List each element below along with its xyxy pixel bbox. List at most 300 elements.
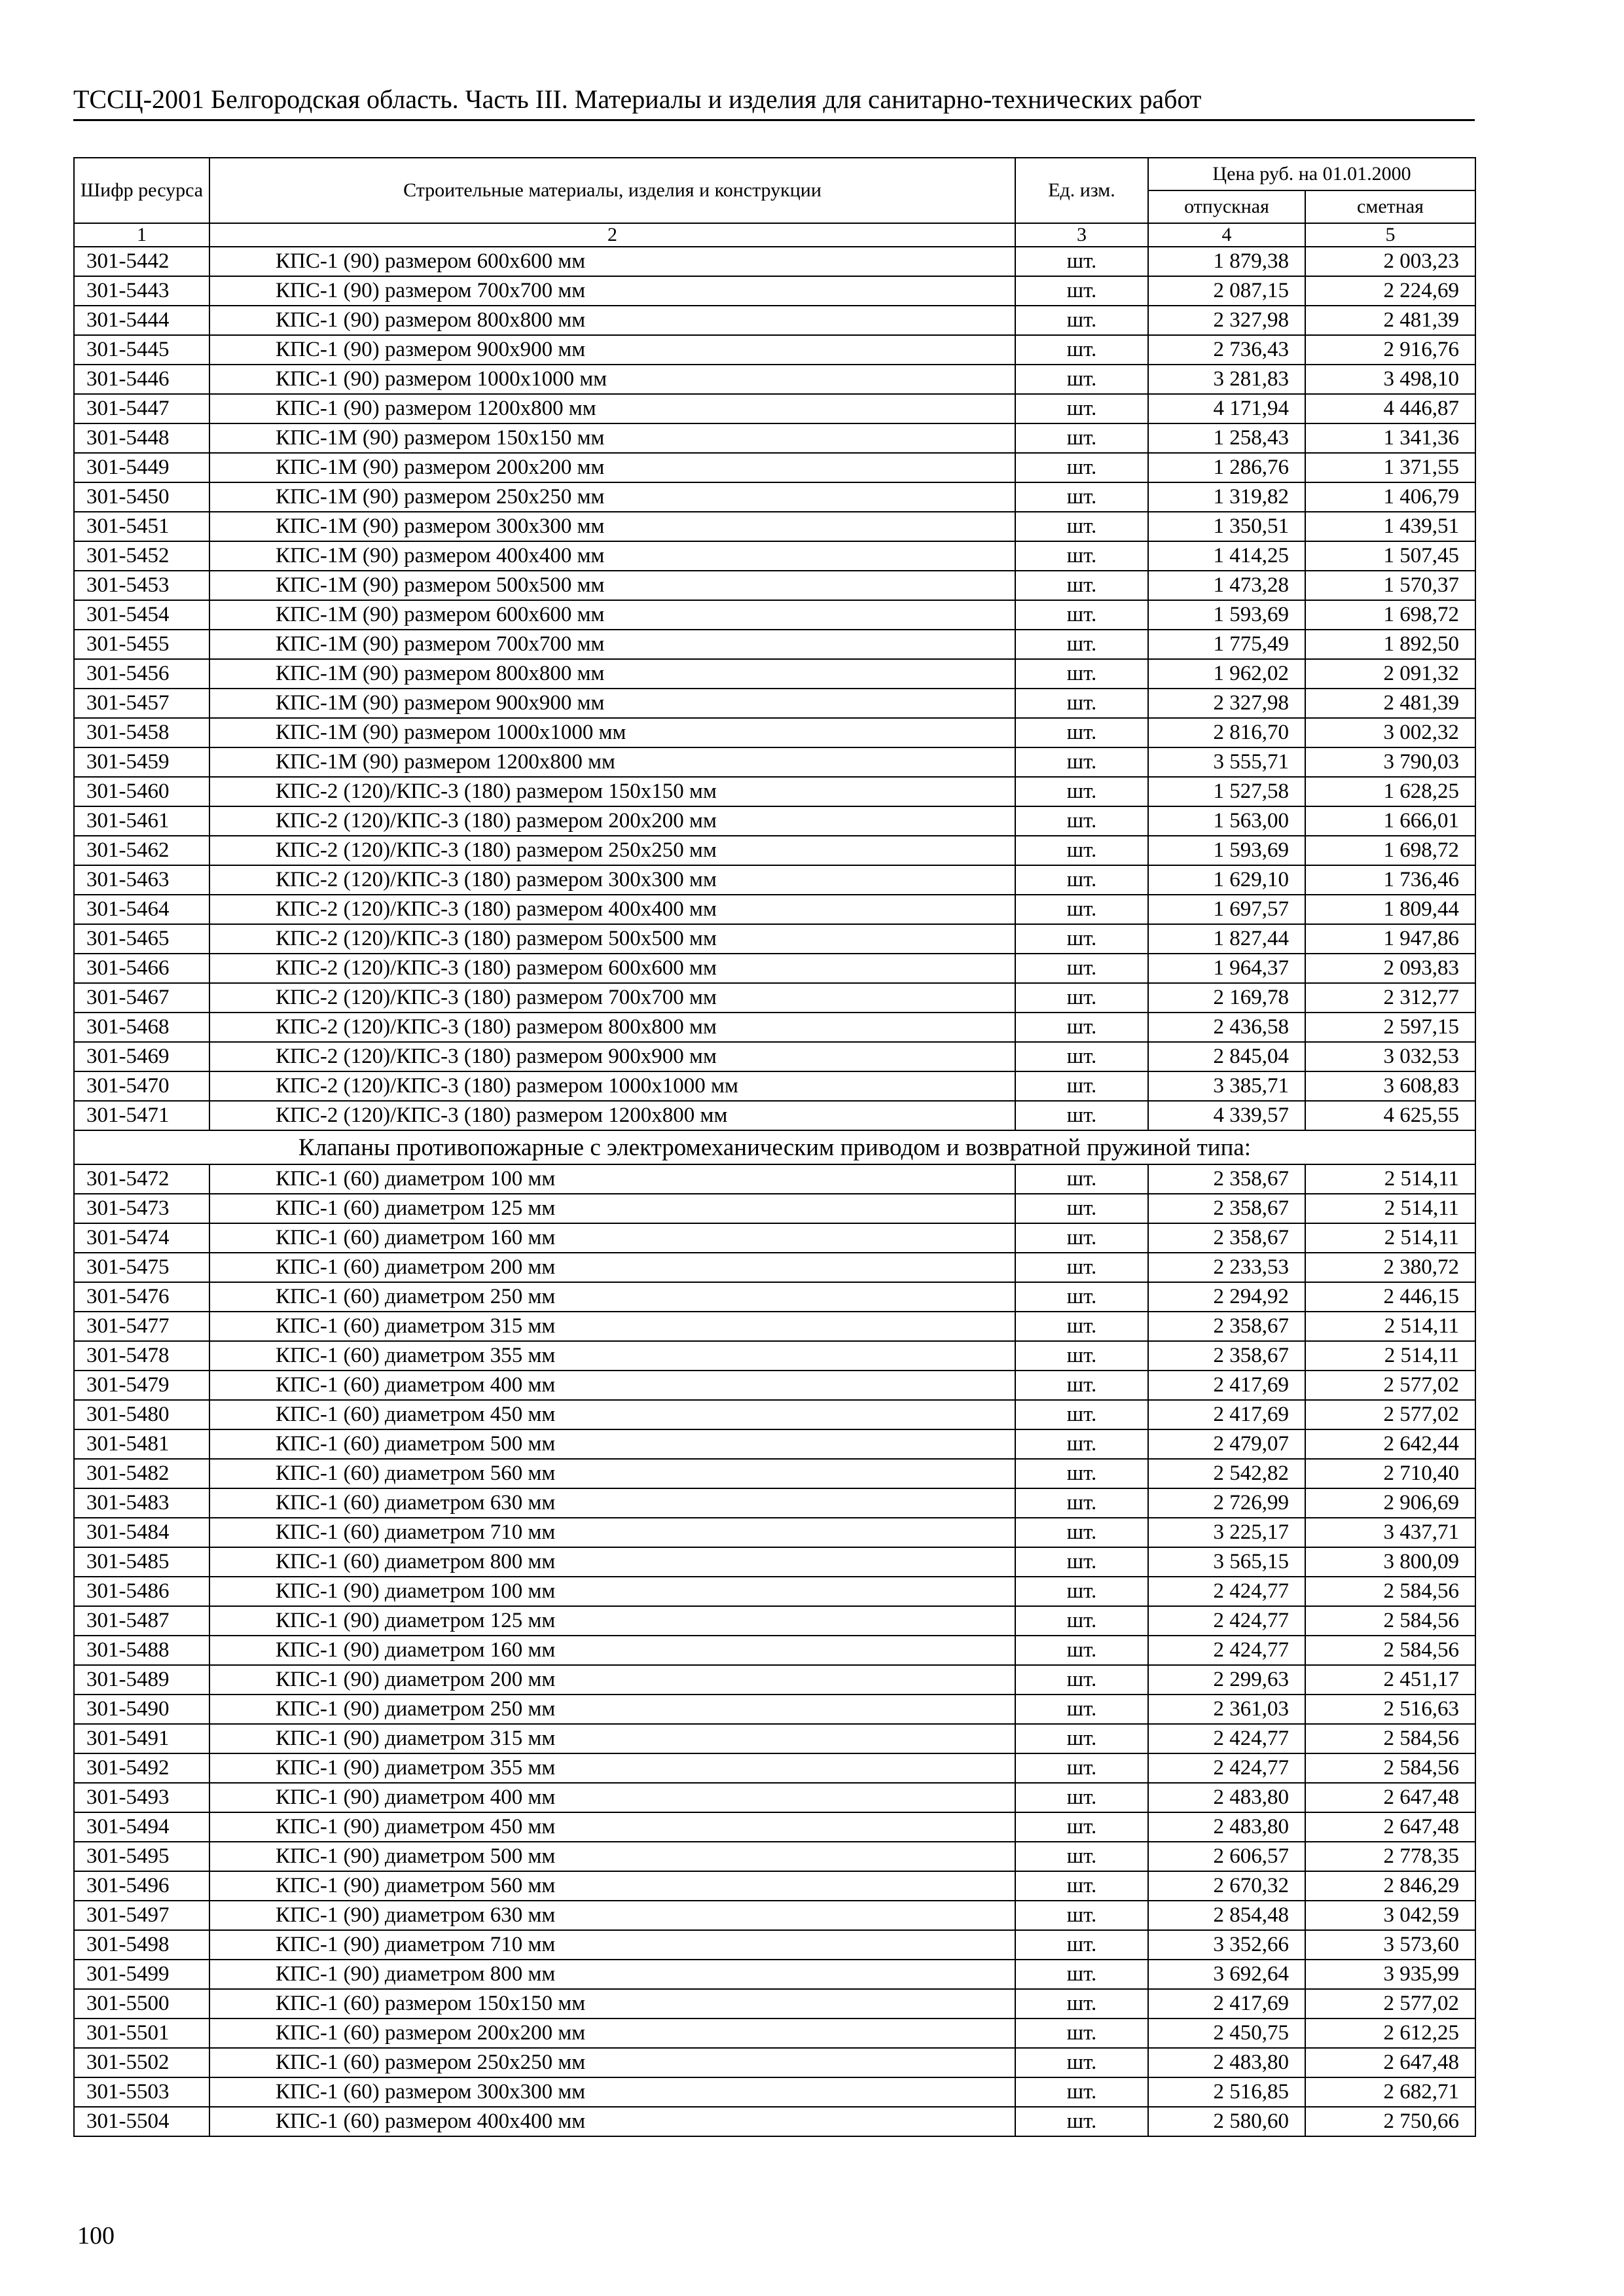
header-name-label: Строительные материалы, изделия и конструкции bbox=[403, 179, 821, 201]
material-name: КПС-1М (90) размером 700х700 мм bbox=[209, 630, 1015, 659]
resource-code: 301-5492 bbox=[74, 1753, 209, 1783]
release-price: 2 542,82 bbox=[1148, 1459, 1305, 1488]
resource-code: 301-5478 bbox=[74, 1341, 209, 1371]
resource-code: 301-5493 bbox=[74, 1783, 209, 1812]
material-name: КПС-2 (120)/КПС-3 (180) размером 200х200 мм bbox=[209, 806, 1015, 836]
table-row bbox=[74, 836, 1475, 865]
release-price: 1 827,44 bbox=[1148, 924, 1305, 954]
estimate-price: 1 371,55 bbox=[1305, 453, 1475, 482]
table-row bbox=[74, 1488, 1475, 1518]
material-name: КПС-1М (90) размером 250х250 мм bbox=[209, 482, 1015, 512]
unit: шт. bbox=[1015, 1042, 1148, 1071]
unit: шт. bbox=[1015, 659, 1148, 689]
material-name: КПС-1 (90) диаметром 200 мм bbox=[209, 1665, 1015, 1695]
header-unit bbox=[1015, 158, 1148, 223]
resource-code: 301-5448 bbox=[74, 423, 209, 453]
material-name: КПС-1М (90) размером 1200х800 мм bbox=[209, 747, 1015, 777]
unit: шт. bbox=[1015, 1901, 1148, 1930]
estimate-price: 1 439,51 bbox=[1305, 512, 1475, 541]
estimate-price: 2 750,66 bbox=[1305, 2107, 1475, 2136]
unit: шт. bbox=[1015, 2048, 1148, 2077]
unit: шт. bbox=[1015, 306, 1148, 335]
estimate-price: 3 935,99 bbox=[1305, 1960, 1475, 1989]
table-row bbox=[74, 2107, 1475, 2136]
table-row bbox=[74, 983, 1475, 1013]
estimate-price: 2 481,39 bbox=[1305, 306, 1475, 335]
estimate-price: 1 892,50 bbox=[1305, 630, 1475, 659]
unit: шт. bbox=[1015, 453, 1148, 482]
material-name: КПС-1 (60) диаметром 355 мм bbox=[209, 1341, 1015, 1371]
release-price: 2 358,67 bbox=[1148, 1194, 1305, 1223]
material-name: КПС-1 (60) размером 250х250 мм bbox=[209, 2048, 1015, 2077]
unit: шт. bbox=[1015, 2107, 1148, 2136]
release-price: 2 417,69 bbox=[1148, 1371, 1305, 1400]
resource-code: 301-5458 bbox=[74, 718, 209, 747]
material-name: КПС-1 (60) диаметром 450 мм bbox=[209, 1400, 1015, 1429]
release-price: 2 726,99 bbox=[1148, 1488, 1305, 1518]
release-price: 2 087,15 bbox=[1148, 276, 1305, 306]
material-name: КПС-1 (90) размером 800х800 мм bbox=[209, 306, 1015, 335]
release-price: 2 358,67 bbox=[1148, 1312, 1305, 1341]
material-name: КПС-2 (120)/КПС-3 (180) размером 400х400 мм bbox=[209, 895, 1015, 924]
estimate-price: 2 577,02 bbox=[1305, 1989, 1475, 2018]
unit: шт. bbox=[1015, 365, 1148, 394]
resource-code: 301-5491 bbox=[74, 1724, 209, 1753]
table-row bbox=[74, 1341, 1475, 1371]
estimate-price: 3 042,59 bbox=[1305, 1901, 1475, 1930]
table-row bbox=[74, 1636, 1475, 1665]
unit: шт. bbox=[1015, 924, 1148, 954]
resource-code: 301-5456 bbox=[74, 659, 209, 689]
column-number: 1 bbox=[74, 223, 209, 247]
unit: шт. bbox=[1015, 1253, 1148, 1282]
unit: шт. bbox=[1015, 571, 1148, 600]
release-price: 2 169,78 bbox=[1148, 983, 1305, 1013]
table-row bbox=[74, 1724, 1475, 1753]
table-row bbox=[74, 1013, 1475, 1042]
resource-code: 301-5483 bbox=[74, 1488, 209, 1518]
table-row bbox=[74, 1606, 1475, 1636]
resource-code: 301-5461 bbox=[74, 806, 209, 836]
material-name: КПС-1 (60) диаметром 710 мм bbox=[209, 1518, 1015, 1547]
table-row bbox=[74, 1812, 1475, 1842]
material-name: КПС-1 (90) диаметром 100 мм bbox=[209, 1577, 1015, 1606]
estimate-price: 2 577,02 bbox=[1305, 1371, 1475, 1400]
estimate-price: 2 003,23 bbox=[1305, 247, 1475, 276]
estimate-price: 1 507,45 bbox=[1305, 541, 1475, 571]
material-name: КПС-1М (90) размером 600х600 мм bbox=[209, 600, 1015, 630]
release-price: 2 327,98 bbox=[1148, 689, 1305, 718]
unit: шт. bbox=[1015, 1341, 1148, 1371]
header-code bbox=[74, 158, 209, 223]
material-name: КПС-1 (60) диаметром 500 мм bbox=[209, 1429, 1015, 1459]
estimate-price: 1 809,44 bbox=[1305, 895, 1475, 924]
release-price: 3 385,71 bbox=[1148, 1071, 1305, 1101]
material-name: КПС-1 (90) диаметром 400 мм bbox=[209, 1783, 1015, 1812]
material-name: КПС-1 (90) диаметром 710 мм bbox=[209, 1930, 1015, 1960]
unit: шт. bbox=[1015, 954, 1148, 983]
release-price: 1 775,49 bbox=[1148, 630, 1305, 659]
unit: шт. bbox=[1015, 1429, 1148, 1459]
resource-code: 301-5443 bbox=[74, 276, 209, 306]
estimate-price: 2 091,32 bbox=[1305, 659, 1475, 689]
material-name: КПС-1М (90) размером 150х150 мм bbox=[209, 423, 1015, 453]
material-name: КПС-1М (90) размером 500х500 мм bbox=[209, 571, 1015, 600]
release-price: 2 358,67 bbox=[1148, 1164, 1305, 1194]
material-name: КПС-2 (120)/КПС-3 (180) размером 150х150 мм bbox=[209, 777, 1015, 806]
estimate-price: 2 584,56 bbox=[1305, 1636, 1475, 1665]
resource-code: 301-5499 bbox=[74, 1960, 209, 1989]
unit: шт. bbox=[1015, 1371, 1148, 1400]
estimate-price: 4 625,55 bbox=[1305, 1101, 1475, 1130]
material-name: КПС-2 (120)/КПС-3 (180) размером 500х500 мм bbox=[209, 924, 1015, 954]
resource-code: 301-5495 bbox=[74, 1842, 209, 1871]
release-price: 2 424,77 bbox=[1148, 1724, 1305, 1753]
unit: шт. bbox=[1015, 1812, 1148, 1842]
table-row bbox=[74, 1194, 1475, 1223]
resource-code: 301-5449 bbox=[74, 453, 209, 482]
estimate-price: 3 498,10 bbox=[1305, 365, 1475, 394]
estimate-price: 1 341,36 bbox=[1305, 423, 1475, 453]
table-row bbox=[74, 2048, 1475, 2077]
unit: шт. bbox=[1015, 423, 1148, 453]
resource-code: 301-5501 bbox=[74, 2018, 209, 2048]
resource-code: 301-5450 bbox=[74, 482, 209, 512]
resource-code: 301-5503 bbox=[74, 2077, 209, 2107]
unit: шт. bbox=[1015, 1842, 1148, 1871]
release-price: 2 816,70 bbox=[1148, 718, 1305, 747]
estimate-price: 2 916,76 bbox=[1305, 335, 1475, 365]
unit: шт. bbox=[1015, 394, 1148, 423]
table-row bbox=[74, 1783, 1475, 1812]
release-price: 2 424,77 bbox=[1148, 1606, 1305, 1636]
release-price: 2 736,43 bbox=[1148, 335, 1305, 365]
table-row bbox=[74, 276, 1475, 306]
estimate-price: 2 516,63 bbox=[1305, 1695, 1475, 1724]
column-number: 5 bbox=[1305, 223, 1475, 247]
unit: шт. bbox=[1015, 1488, 1148, 1518]
resource-code: 301-5475 bbox=[74, 1253, 209, 1282]
release-price: 1 962,02 bbox=[1148, 659, 1305, 689]
release-price: 3 352,66 bbox=[1148, 1930, 1305, 1960]
table-row bbox=[74, 806, 1475, 836]
header-unit-label: Ед. изм. bbox=[1048, 179, 1115, 201]
release-price: 2 516,85 bbox=[1148, 2077, 1305, 2107]
unit: шт. bbox=[1015, 777, 1148, 806]
material-name: КПС-2 (120)/КПС-3 (180) размером 900х900 мм bbox=[209, 1042, 1015, 1071]
release-price: 1 414,25 bbox=[1148, 541, 1305, 571]
estimate-price: 2 514,11 bbox=[1305, 1312, 1475, 1341]
table-row bbox=[74, 600, 1475, 630]
resource-code: 301-5487 bbox=[74, 1606, 209, 1636]
resource-code: 301-5480 bbox=[74, 1400, 209, 1429]
table-row bbox=[74, 1842, 1475, 1871]
price-table bbox=[73, 157, 1476, 2137]
unit: шт. bbox=[1015, 247, 1148, 276]
column-number: 3 bbox=[1015, 223, 1148, 247]
unit: шт. bbox=[1015, 2077, 1148, 2107]
header-price-group bbox=[1148, 158, 1475, 190]
material-name: КПС-2 (120)/КПС-3 (180) размером 700х700 мм bbox=[209, 983, 1015, 1013]
resource-code: 301-5447 bbox=[74, 394, 209, 423]
material-name: КПС-2 (120)/КПС-3 (180) размером 600х600 мм bbox=[209, 954, 1015, 983]
material-name: КПС-1 (60) диаметром 200 мм bbox=[209, 1253, 1015, 1282]
unit: шт. bbox=[1015, 1312, 1148, 1341]
material-name: КПС-1 (60) размером 200х200 мм bbox=[209, 2018, 1015, 2048]
material-name: КПС-1 (60) диаметром 800 мм bbox=[209, 1547, 1015, 1577]
table-body-group-a bbox=[74, 247, 1475, 1130]
table-row bbox=[74, 2077, 1475, 2107]
estimate-price: 4 446,87 bbox=[1305, 394, 1475, 423]
release-price: 4 339,57 bbox=[1148, 1101, 1305, 1130]
table-body-group-b bbox=[74, 1164, 1475, 2136]
release-price: 1 258,43 bbox=[1148, 423, 1305, 453]
unit: шт. bbox=[1015, 1665, 1148, 1695]
unit: шт. bbox=[1015, 1960, 1148, 1989]
table-row bbox=[74, 1071, 1475, 1101]
resource-code: 301-5477 bbox=[74, 1312, 209, 1341]
table-row bbox=[74, 689, 1475, 718]
material-name: КПС-1 (60) диаметром 250 мм bbox=[209, 1282, 1015, 1312]
release-price: 3 555,71 bbox=[1148, 747, 1305, 777]
unit: шт. bbox=[1015, 983, 1148, 1013]
estimate-price: 3 032,53 bbox=[1305, 1042, 1475, 1071]
unit: шт. bbox=[1015, 512, 1148, 541]
estimate-price: 3 437,71 bbox=[1305, 1518, 1475, 1547]
table-row bbox=[74, 1400, 1475, 1429]
release-price: 1 879,38 bbox=[1148, 247, 1305, 276]
table-row bbox=[74, 865, 1475, 895]
unit: шт. bbox=[1015, 335, 1148, 365]
table-row bbox=[74, 1101, 1475, 1130]
table-row bbox=[74, 1518, 1475, 1547]
unit: шт. bbox=[1015, 482, 1148, 512]
table-row bbox=[74, 1164, 1475, 1194]
table-row bbox=[74, 423, 1475, 453]
estimate-price: 1 698,72 bbox=[1305, 836, 1475, 865]
release-price: 2 358,67 bbox=[1148, 1341, 1305, 1371]
release-price: 2 294,92 bbox=[1148, 1282, 1305, 1312]
page-number: 100 bbox=[77, 2222, 115, 2250]
estimate-price: 2 380,72 bbox=[1305, 1253, 1475, 1282]
material-name: КПС-1 (60) размером 400х400 мм bbox=[209, 2107, 1015, 2136]
release-price: 1 319,82 bbox=[1148, 482, 1305, 512]
release-price: 2 358,67 bbox=[1148, 1223, 1305, 1253]
table-row bbox=[74, 512, 1475, 541]
estimate-price: 3 002,32 bbox=[1305, 718, 1475, 747]
table-row bbox=[74, 1901, 1475, 1930]
estimate-price: 1 406,79 bbox=[1305, 482, 1475, 512]
estimate-price: 2 584,56 bbox=[1305, 1577, 1475, 1606]
resource-code: 301-5453 bbox=[74, 571, 209, 600]
unit: шт. bbox=[1015, 836, 1148, 865]
estimate-price: 2 682,71 bbox=[1305, 2077, 1475, 2107]
table-row bbox=[74, 2018, 1475, 2048]
material-name: КПС-1 (60) размером 150х150 мм bbox=[209, 1989, 1015, 2018]
table-row bbox=[74, 571, 1475, 600]
unit: шт. bbox=[1015, 1724, 1148, 1753]
resource-code: 301-5489 bbox=[74, 1665, 209, 1695]
material-name: КПС-1 (90) диаметром 560 мм bbox=[209, 1871, 1015, 1901]
estimate-price: 2 481,39 bbox=[1305, 689, 1475, 718]
estimate-price: 3 790,03 bbox=[1305, 747, 1475, 777]
resource-code: 301-5452 bbox=[74, 541, 209, 571]
resource-code: 301-5460 bbox=[74, 777, 209, 806]
release-price: 2 483,80 bbox=[1148, 2048, 1305, 2077]
release-price: 2 417,69 bbox=[1148, 1989, 1305, 2018]
table-row bbox=[74, 482, 1475, 512]
resource-code: 301-5472 bbox=[74, 1164, 209, 1194]
header-price-release-label: отпускная bbox=[1184, 196, 1269, 217]
header-divider bbox=[73, 119, 1475, 121]
material-name: КПС-1М (90) размером 900х900 мм bbox=[209, 689, 1015, 718]
estimate-price: 2 514,11 bbox=[1305, 1164, 1475, 1194]
material-name: КПС-1М (90) размером 400х400 мм bbox=[209, 541, 1015, 571]
release-price: 3 225,17 bbox=[1148, 1518, 1305, 1547]
table-row bbox=[74, 895, 1475, 924]
resource-code: 301-5476 bbox=[74, 1282, 209, 1312]
material-name: КПС-1 (90) размером 700х700 мм bbox=[209, 276, 1015, 306]
estimate-price: 2 710,40 bbox=[1305, 1459, 1475, 1488]
table-row bbox=[74, 1960, 1475, 1989]
estimate-price: 2 312,77 bbox=[1305, 983, 1475, 1013]
resource-code: 301-5484 bbox=[74, 1518, 209, 1547]
unit: шт. bbox=[1015, 600, 1148, 630]
unit: шт. bbox=[1015, 1577, 1148, 1606]
resource-code: 301-5485 bbox=[74, 1547, 209, 1577]
table-row bbox=[74, 1429, 1475, 1459]
estimate-price: 2 647,48 bbox=[1305, 2048, 1475, 2077]
unit: шт. bbox=[1015, 1606, 1148, 1636]
release-price: 1 593,69 bbox=[1148, 600, 1305, 630]
resource-code: 301-5444 bbox=[74, 306, 209, 335]
estimate-price: 2 577,02 bbox=[1305, 1400, 1475, 1429]
resource-code: 301-5445 bbox=[74, 335, 209, 365]
unit: шт. bbox=[1015, 718, 1148, 747]
material-name: КПС-1 (90) размером 1000х1000 мм bbox=[209, 365, 1015, 394]
resource-code: 301-5470 bbox=[74, 1071, 209, 1101]
resource-code: 301-5497 bbox=[74, 1901, 209, 1930]
estimate-price: 1 698,72 bbox=[1305, 600, 1475, 630]
header-price-group-label: Цена руб. на 01.01.2000 bbox=[1212, 163, 1411, 185]
unit: шт. bbox=[1015, 806, 1148, 836]
material-name: КПС-2 (120)/КПС-3 (180) размером 300х300 мм bbox=[209, 865, 1015, 895]
material-name: КПС-1 (90) диаметром 125 мм bbox=[209, 1606, 1015, 1636]
table-row bbox=[74, 1695, 1475, 1724]
header-price-estimate-label: сметная bbox=[1357, 196, 1424, 217]
resource-code: 301-5486 bbox=[74, 1577, 209, 1606]
table-row bbox=[74, 718, 1475, 747]
release-price: 2 424,77 bbox=[1148, 1636, 1305, 1665]
material-name: КПС-1 (60) диаметром 160 мм bbox=[209, 1223, 1015, 1253]
estimate-price: 2 514,11 bbox=[1305, 1223, 1475, 1253]
unit: шт. bbox=[1015, 1013, 1148, 1042]
section-row bbox=[74, 1130, 1475, 1164]
material-name: КПС-1 (90) диаметром 450 мм bbox=[209, 1812, 1015, 1842]
resource-code: 301-5471 bbox=[74, 1101, 209, 1130]
estimate-price: 2 093,83 bbox=[1305, 954, 1475, 983]
unit: шт. bbox=[1015, 1101, 1148, 1130]
resource-code: 301-5488 bbox=[74, 1636, 209, 1665]
release-price: 2 327,98 bbox=[1148, 306, 1305, 335]
column-number: 4 bbox=[1148, 223, 1305, 247]
estimate-price: 2 647,48 bbox=[1305, 1783, 1475, 1812]
release-price: 3 692,64 bbox=[1148, 1960, 1305, 1989]
estimate-price: 2 597,15 bbox=[1305, 1013, 1475, 1042]
estimate-price: 2 612,25 bbox=[1305, 2018, 1475, 2048]
resource-code: 301-5474 bbox=[74, 1223, 209, 1253]
unit: шт. bbox=[1015, 1547, 1148, 1577]
table-row bbox=[74, 924, 1475, 954]
estimate-price: 1 570,37 bbox=[1305, 571, 1475, 600]
table-row bbox=[74, 1547, 1475, 1577]
resource-code: 301-5465 bbox=[74, 924, 209, 954]
unit: шт. bbox=[1015, 747, 1148, 777]
table-row bbox=[74, 1930, 1475, 1960]
unit: шт. bbox=[1015, 1753, 1148, 1783]
header-price-estimate bbox=[1305, 190, 1475, 223]
table-row bbox=[74, 1223, 1475, 1253]
material-name: КПС-1 (60) диаметром 630 мм bbox=[209, 1488, 1015, 1518]
resource-code: 301-5451 bbox=[74, 512, 209, 541]
resource-code: 301-5502 bbox=[74, 2048, 209, 2077]
estimate-price: 2 224,69 bbox=[1305, 276, 1475, 306]
unit: шт. bbox=[1015, 630, 1148, 659]
release-price: 2 424,77 bbox=[1148, 1577, 1305, 1606]
table-row bbox=[74, 1577, 1475, 1606]
unit: шт. bbox=[1015, 1871, 1148, 1901]
release-price: 1 593,69 bbox=[1148, 836, 1305, 865]
material-name: КПС-1 (60) диаметром 560 мм bbox=[209, 1459, 1015, 1488]
material-name: КПС-1 (90) размером 900х900 мм bbox=[209, 335, 1015, 365]
release-price: 1 964,37 bbox=[1148, 954, 1305, 983]
unit: шт. bbox=[1015, 1459, 1148, 1488]
resource-code: 301-5479 bbox=[74, 1371, 209, 1400]
estimate-price: 1 736,46 bbox=[1305, 865, 1475, 895]
release-price: 2 450,75 bbox=[1148, 2018, 1305, 2048]
unit: шт. bbox=[1015, 1783, 1148, 1812]
material-name: КПС-1М (90) размером 800х800 мм bbox=[209, 659, 1015, 689]
estimate-price: 1 666,01 bbox=[1305, 806, 1475, 836]
table-row bbox=[74, 1989, 1475, 2018]
unit: шт. bbox=[1015, 1400, 1148, 1429]
material-name: КПС-2 (120)/КПС-3 (180) размером 800х800 мм bbox=[209, 1013, 1015, 1042]
material-name: КПС-1 (90) диаметром 160 мм bbox=[209, 1636, 1015, 1665]
column-numbers-row bbox=[74, 223, 1475, 247]
estimate-price: 3 608,83 bbox=[1305, 1071, 1475, 1101]
table-row bbox=[74, 1253, 1475, 1282]
release-price: 2 670,32 bbox=[1148, 1871, 1305, 1901]
unit: шт. bbox=[1015, 2018, 1148, 2048]
estimate-price: 2 846,29 bbox=[1305, 1871, 1475, 1901]
table-row bbox=[74, 1871, 1475, 1901]
material-name: КПС-1 (60) диаметром 400 мм bbox=[209, 1371, 1015, 1400]
estimate-price: 2 584,56 bbox=[1305, 1753, 1475, 1783]
unit: шт. bbox=[1015, 1071, 1148, 1101]
table-row bbox=[74, 1459, 1475, 1488]
material-name: КПС-1 (60) диаметром 125 мм bbox=[209, 1194, 1015, 1223]
material-name: КПС-1 (90) диаметром 315 мм bbox=[209, 1724, 1015, 1753]
table-row bbox=[74, 954, 1475, 983]
resource-code: 301-5490 bbox=[74, 1695, 209, 1724]
page-header-title: ТССЦ-2001 Белгородская область. Часть III. Материалы и изделия для санитарно-технических работ bbox=[73, 84, 1202, 114]
resource-code: 301-5467 bbox=[74, 983, 209, 1013]
material-name: КПС-1М (90) размером 1000х1000 мм bbox=[209, 718, 1015, 747]
resource-code: 301-5469 bbox=[74, 1042, 209, 1071]
material-name: КПС-1 (60) размером 300х300 мм bbox=[209, 2077, 1015, 2107]
material-name: КПС-1М (90) размером 300х300 мм bbox=[209, 512, 1015, 541]
release-price: 4 171,94 bbox=[1148, 394, 1305, 423]
